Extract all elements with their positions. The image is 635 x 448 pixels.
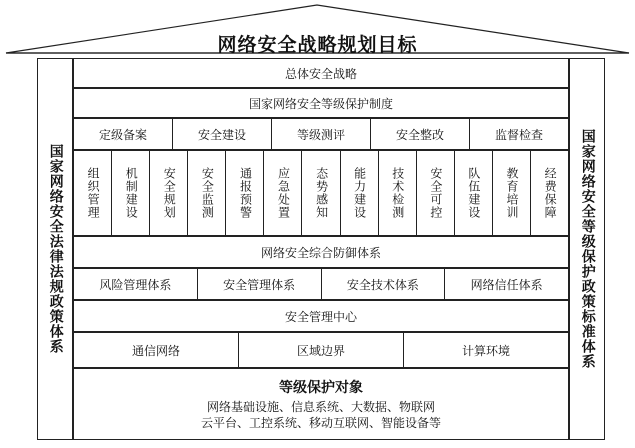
- right-pillar-label: 国家网络安全等级保护政策标准体系: [579, 129, 596, 369]
- subsystem-cell: [198, 269, 322, 299]
- measure-label: 安全可控: [428, 167, 443, 219]
- measure-label: 能力建设: [352, 167, 367, 219]
- subsystem-label: 风险管理体系: [99, 277, 172, 292]
- measure-label: 安全监测: [200, 167, 215, 219]
- environment-cell: [239, 333, 404, 367]
- environment-label: 区域边界: [296, 343, 345, 358]
- environment-label: 通信网络: [131, 343, 180, 358]
- environment-cell: [74, 333, 239, 367]
- subsystem-label: 网络信任体系: [470, 277, 543, 292]
- targets-line-1: 网络基础设施、信息系统、大数据、物联网: [206, 399, 435, 414]
- measure-label: 经费保障: [543, 167, 558, 219]
- environment-cell: [404, 333, 568, 367]
- phase-cell: [272, 119, 371, 149]
- targets-title: 等级保护对象: [279, 379, 363, 396]
- left-pillar-label: 国家网络安全法律法规政策体系: [47, 144, 64, 354]
- measure-cell: [226, 151, 264, 235]
- phase-label: 等级测评: [296, 127, 345, 142]
- measure-label: 技术检测: [390, 167, 405, 219]
- protection-system-label: 国家网络安全等级保护制度: [248, 96, 393, 111]
- phase-label: 定级备案: [98, 127, 147, 142]
- strategy-row: [73, 58, 569, 88]
- measure-cell: [493, 151, 531, 235]
- measures-row: [73, 150, 569, 236]
- measure-cell: [112, 151, 150, 235]
- measure-cell: [302, 151, 340, 235]
- measure-label: 安全规划: [162, 167, 177, 219]
- measure-label: 组织管理: [86, 167, 101, 219]
- subsystem-cell: [445, 269, 568, 299]
- environments-row: [73, 332, 569, 368]
- measure-label: 通报预警: [238, 167, 253, 219]
- phase-label: 安全整改: [395, 127, 444, 142]
- measure-label: 队伍建设: [466, 167, 481, 219]
- subsystem-label: 安全管理体系: [223, 277, 296, 292]
- environment-label: 计算环境: [461, 343, 510, 358]
- measure-label: 教育培训: [504, 167, 519, 219]
- subsystem-cell: [74, 269, 198, 299]
- subsystem-cell: [322, 269, 446, 299]
- measure-cell: [455, 151, 493, 235]
- measure-label: 应急处置: [276, 167, 291, 219]
- page-title: 网络安全战略规划目标: [217, 34, 418, 56]
- left-pillar: [37, 58, 73, 440]
- subsystem-label: 安全技术体系: [346, 277, 419, 292]
- management-center-label: 安全管理中心: [284, 309, 357, 324]
- right-pillar: [569, 58, 605, 440]
- measure-cell: [264, 151, 302, 235]
- measure-cell: [74, 151, 112, 235]
- phase-cell: [470, 119, 568, 149]
- measure-label: 态势感知: [314, 167, 329, 219]
- defense-system-label: 网络安全综合防御体系: [260, 245, 381, 260]
- protection-system-row: [73, 88, 569, 118]
- phases-row: [73, 118, 569, 150]
- measure-cell: [417, 151, 455, 235]
- phase-cell: [371, 119, 470, 149]
- phase-cell: [173, 119, 272, 149]
- measure-cell: [379, 151, 417, 235]
- strategy-label: 总体安全战略: [284, 66, 357, 81]
- measure-cell: [188, 151, 226, 235]
- phase-label: 安全建设: [197, 127, 246, 142]
- protection-targets: [73, 368, 569, 440]
- measure-cell: [341, 151, 379, 235]
- measure-cell: [531, 151, 568, 235]
- measure-label: 机制建设: [124, 167, 139, 219]
- targets-line-2: 云平台、工控系统、移动互联网、智能设备等: [200, 416, 441, 430]
- management-center-row: [73, 300, 569, 332]
- phase-label: 监督检查: [494, 127, 543, 142]
- phase-cell: [74, 119, 173, 149]
- subsystems-row: [73, 268, 569, 300]
- measure-cell: [150, 151, 188, 235]
- defense-system-row: [73, 236, 569, 268]
